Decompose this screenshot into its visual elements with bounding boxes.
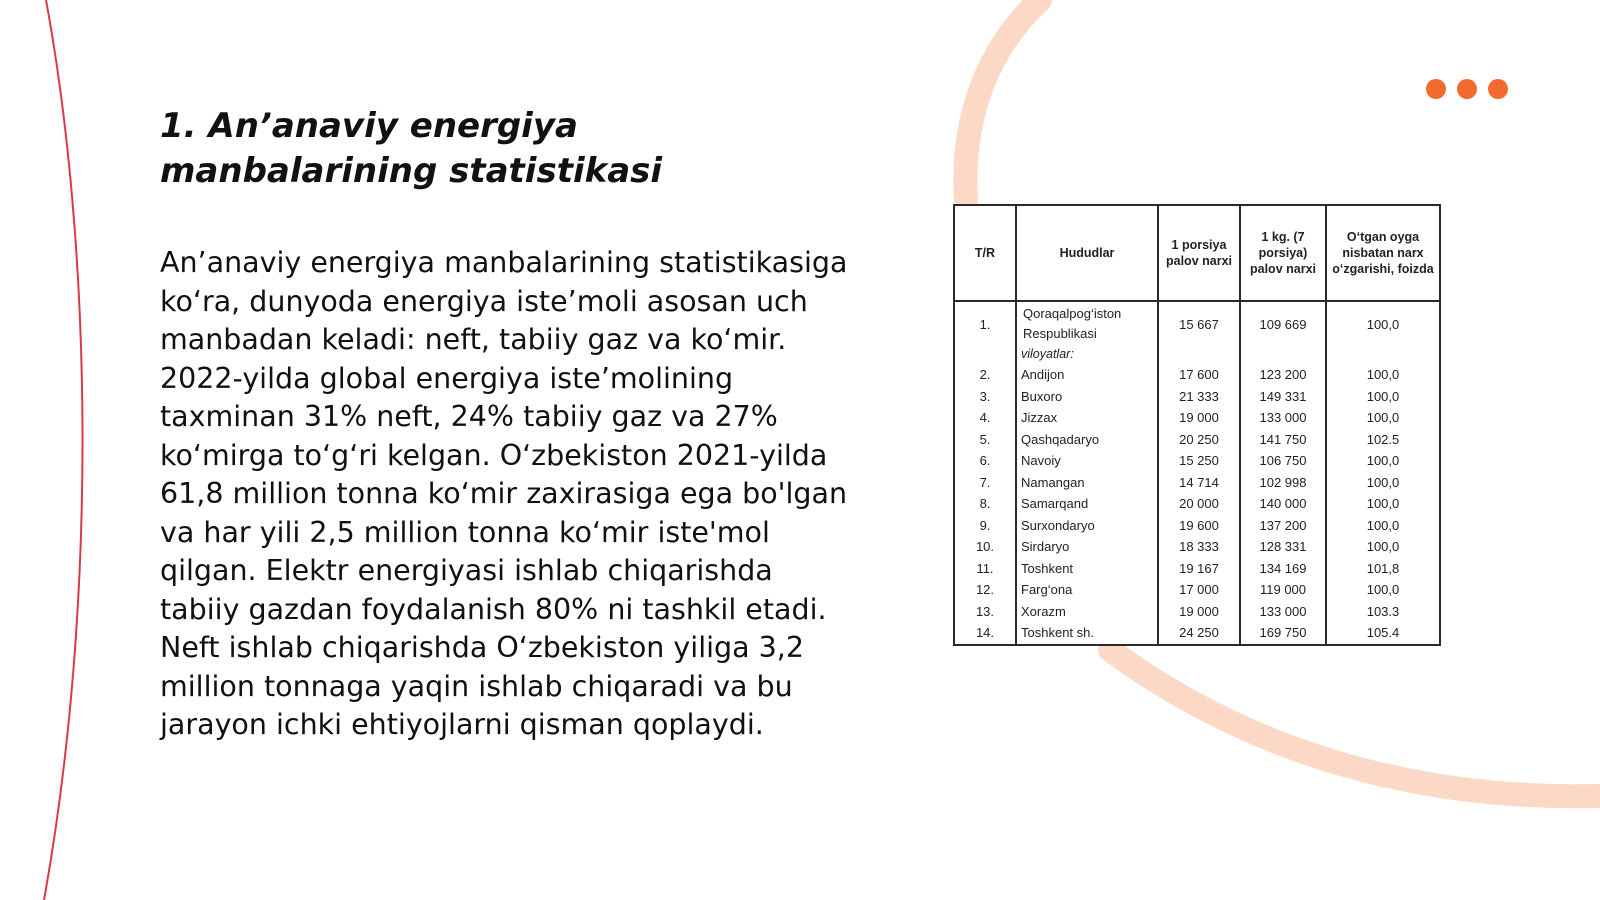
row-price-kg: 133 000 <box>1240 601 1326 623</box>
row-number: 3. <box>954 386 1016 408</box>
row-price-portion: 19 600 <box>1158 515 1240 537</box>
dots-decoration <box>1426 79 1508 99</box>
row-number: 9. <box>954 515 1016 537</box>
row-price-kg: 102 998 <box>1240 472 1326 494</box>
row-region: Buxoro <box>1016 386 1158 408</box>
header-price-portion: 1 porsiya palov narxi <box>1158 205 1240 301</box>
table-row <box>954 601 1440 623</box>
row-price-portion: 19 000 <box>1158 601 1240 623</box>
row-region: Andijon <box>1016 364 1158 386</box>
table-row <box>954 386 1440 408</box>
row-price-portion: 17 000 <box>1158 579 1240 601</box>
row-change: 101,8 <box>1326 558 1440 580</box>
row-change: 100,0 <box>1326 536 1440 558</box>
row-number: 12. <box>954 579 1016 601</box>
row-region: Farg‘ona <box>1016 579 1158 601</box>
row-price-portion: 19 000 <box>1158 407 1240 429</box>
row-region: Jizzax <box>1016 407 1158 429</box>
row-price-kg: 134 169 <box>1240 558 1326 580</box>
row-price-kg: 169 750 <box>1240 622 1326 645</box>
table-row <box>954 579 1440 601</box>
header-regions: Hududlar <box>1016 205 1158 301</box>
row-price-kg: 149 331 <box>1240 386 1326 408</box>
slide-title: 1. An’anaviy energiya manbalarining statistikasi <box>160 106 663 191</box>
dot-icon <box>1488 79 1508 99</box>
row-change: 100,0 <box>1326 386 1440 408</box>
table-row <box>954 364 1440 386</box>
row-number: 13. <box>954 601 1016 623</box>
row-price-kg: 137 200 <box>1240 515 1326 537</box>
row-region: Surxondaryo <box>1016 515 1158 537</box>
row-change: 102.5 <box>1326 429 1440 451</box>
row-number: 1. <box>954 301 1016 344</box>
row-change: 103.3 <box>1326 601 1440 623</box>
orange-arc-decoration <box>965 0 1040 200</box>
table-row <box>954 301 1440 344</box>
row-price-kg: 141 750 <box>1240 429 1326 451</box>
row-price-portion: 15 667 <box>1158 301 1240 344</box>
empty-cell <box>1326 344 1440 364</box>
row-price-portion: 20 250 <box>1158 429 1240 451</box>
row-number: 7. <box>954 472 1016 494</box>
left-curve-line <box>44 0 83 900</box>
row-number: 10. <box>954 536 1016 558</box>
table-row <box>954 450 1440 472</box>
price-table-container <box>953 204 1441 645</box>
row-change: 100,0 <box>1326 407 1440 429</box>
row-number: 14. <box>954 622 1016 645</box>
row-region: Namangan <box>1016 472 1158 494</box>
row-price-kg: 133 000 <box>1240 407 1326 429</box>
row-price-portion: 18 333 <box>1158 536 1240 558</box>
table-subheading-row <box>954 344 1440 364</box>
empty-cell <box>954 344 1016 364</box>
row-number: 5. <box>954 429 1016 451</box>
row-price-kg: 119 000 <box>1240 579 1326 601</box>
orange-arc-decoration-bottom <box>1110 650 1600 796</box>
row-price-portion: 15 250 <box>1158 450 1240 472</box>
row-price-portion: 17 600 <box>1158 364 1240 386</box>
row-change: 100,0 <box>1326 579 1440 601</box>
table-row <box>954 407 1440 429</box>
region-line: Qoraqalpog‘iston <box>1023 306 1122 321</box>
table-row <box>954 515 1440 537</box>
row-price-kg: 123 200 <box>1240 364 1326 386</box>
dot-icon <box>1457 79 1477 99</box>
empty-cell <box>1240 344 1326 364</box>
row-change: 100,0 <box>1326 301 1440 344</box>
table-row <box>954 472 1440 494</box>
row-number: 4. <box>954 407 1016 429</box>
row-price-portion: 19 167 <box>1158 558 1240 580</box>
row-number: 11. <box>954 558 1016 580</box>
row-change: 100,0 <box>1326 450 1440 472</box>
region-line: Respublikasi <box>1023 326 1097 341</box>
price-table <box>953 204 1441 646</box>
empty-cell <box>1158 344 1240 364</box>
table-row <box>954 622 1440 645</box>
row-price-portion: 14 714 <box>1158 472 1240 494</box>
row-price-kg: 128 331 <box>1240 536 1326 558</box>
header-tr: T/R <box>954 205 1016 301</box>
row-price-portion: 21 333 <box>1158 386 1240 408</box>
row-region: Qashqadaryo <box>1016 429 1158 451</box>
row-change: 100,0 <box>1326 364 1440 386</box>
row-price-portion: 20 000 <box>1158 493 1240 515</box>
row-region: Navoiy <box>1016 450 1158 472</box>
row-price-kg: 109 669 <box>1240 301 1326 344</box>
table-row <box>954 558 1440 580</box>
sub-label: viloyatlar: <box>1016 344 1158 364</box>
row-number: 2. <box>954 364 1016 386</box>
table-row <box>954 536 1440 558</box>
row-change: 100,0 <box>1326 472 1440 494</box>
table-row <box>954 493 1440 515</box>
row-number: 8. <box>954 493 1016 515</box>
row-change: 100,0 <box>1326 493 1440 515</box>
row-region: Samarqand <box>1016 493 1158 515</box>
row-price-portion: 24 250 <box>1158 622 1240 645</box>
row-region <box>1016 301 1158 344</box>
row-price-kg: 106 750 <box>1240 450 1326 472</box>
row-change: 105.4 <box>1326 622 1440 645</box>
row-region: Toshkent <box>1016 558 1158 580</box>
header-price-kg: 1 kg. (7 porsiya) palov narxi <box>1240 205 1326 301</box>
row-region: Xorazm <box>1016 601 1158 623</box>
table-header-row <box>954 205 1440 301</box>
slide-body-text: An’anaviy energiya manbalarining statistikasiga ko‘ra, dunyoda energiya iste’moli asosan uch manbadan keladi: neft, tabiiy gaz va ko‘mir. 2022-yilda global energiya iste’molining taxminan 31% neft, 24% tabiiy gaz va 27% ko‘mirga to‘g‘ri kelgan. O‘zbekiston 2021-yilda 61,8 million tonna ko‘mir zaxirasiga ega bo'lgan va har yili 2,5 million tonna ko‘mir iste'mol qilgan. Elektr energiyasi ishlab chiqarishda tabiiy gazdan foydalanish 80% ni tashkil etadi. Neft ishlab chiqarishda O‘zbekiston yiliga 3,2 million tonnaga yaqin ishlab chiqaradi va bu jarayon ichki ehtiyojlarni qisman qoplaydi. <box>160 246 848 741</box>
header-change: O‘tgan oyga nisbatan narx o‘zgarishi, foizda <box>1326 205 1440 301</box>
row-price-kg: 140 000 <box>1240 493 1326 515</box>
row-region: Sirdaryo <box>1016 536 1158 558</box>
dot-icon <box>1426 79 1446 99</box>
row-number: 6. <box>954 450 1016 472</box>
row-region: Toshkent sh. <box>1016 622 1158 645</box>
row-change: 100,0 <box>1326 515 1440 537</box>
table-row <box>954 429 1440 451</box>
